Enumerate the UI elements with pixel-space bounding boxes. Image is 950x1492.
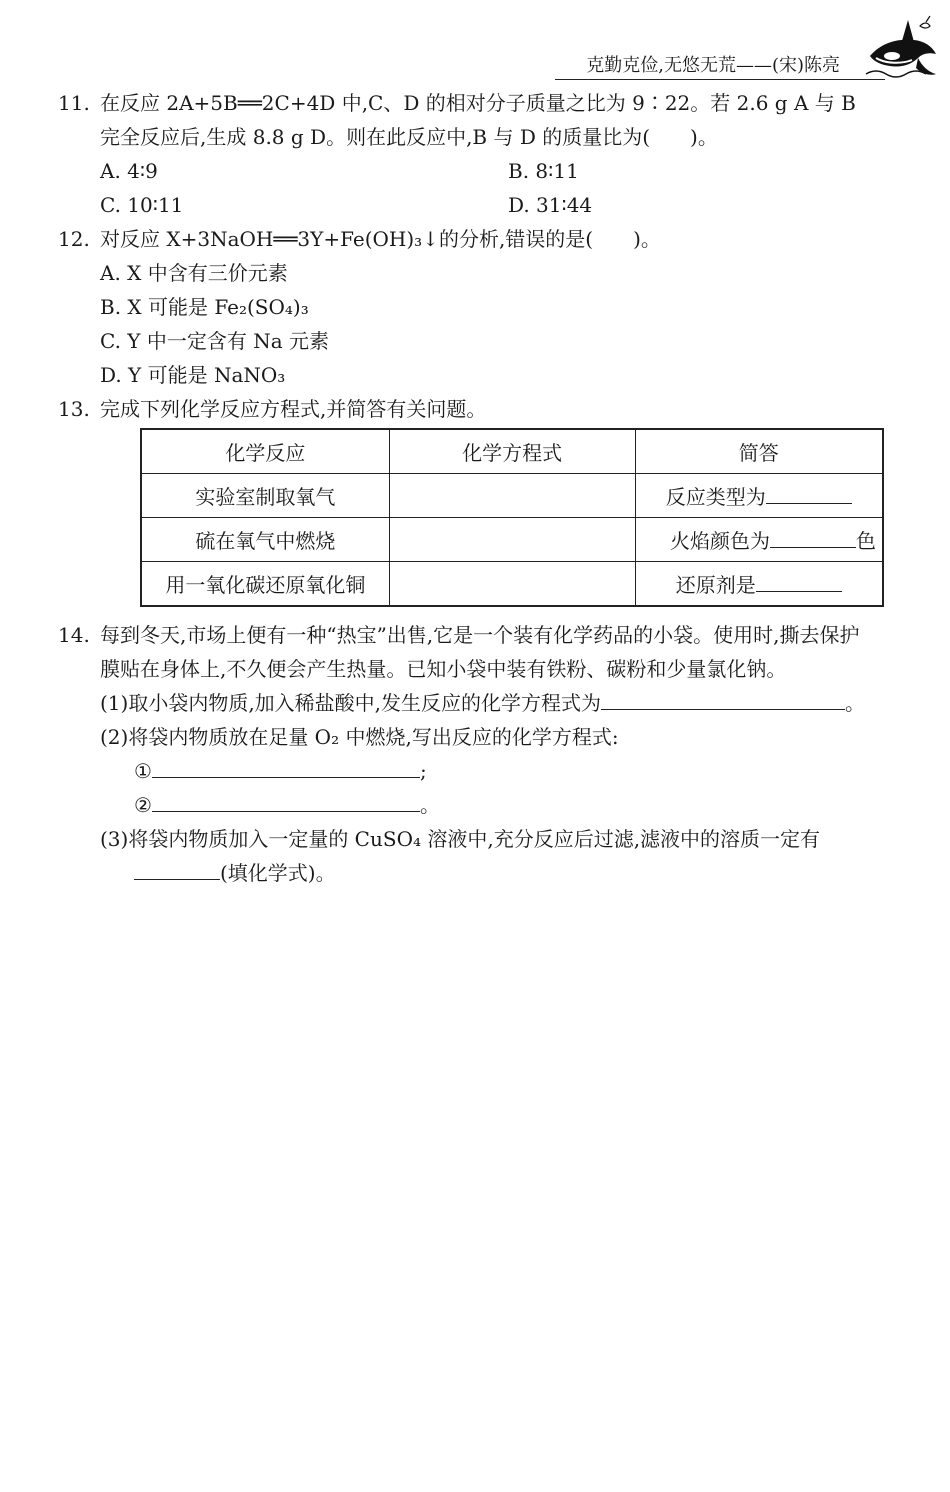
reaction-table <box>140 428 884 607</box>
question-stem-line2: 完全反应后,生成 8.8 g D。则在此反应中,B 与 D 的质量比为( )。 <box>100 125 718 149</box>
options-row-1 <box>58 154 928 188</box>
answer-blank[interactable] <box>152 755 420 778</box>
short-answer-cell[interactable] <box>635 562 883 607</box>
question-13 <box>58 392 928 426</box>
motto-text: 克勤克俭,无悠无荒——(宋)陈亮 <box>586 55 840 76</box>
table-header-cell: 化学方程式 <box>389 429 635 474</box>
table-header-cell: 化学反应 <box>141 429 389 474</box>
answer-blank[interactable] <box>152 789 420 812</box>
answer-prefix: 还原剂是 <box>675 573 756 597</box>
circled-number: ① <box>134 759 152 783</box>
question-stem-line1: 每到冬天,市场上便有一种“热宝”出售,它是一个装有化学药品的小袋。使用时,撕去保护 <box>100 623 860 647</box>
equation-answer-cell[interactable] <box>389 518 635 562</box>
table-row <box>141 562 883 607</box>
option-b[interactable]: B. 8∶11 <box>508 159 579 183</box>
sub-question-3-line2 <box>58 856 928 890</box>
table-row <box>141 518 883 562</box>
question-12 <box>58 222 928 392</box>
short-answer-cell[interactable] <box>635 474 883 518</box>
question-number: 11. <box>58 91 90 115</box>
punctuation: 。 <box>845 691 866 715</box>
answer-blank[interactable] <box>756 569 842 592</box>
question-14 <box>58 618 928 890</box>
question-stem-line1: 在反应 2A+5B══2C+4D 中,C、D 的相对分子质量之比为 9∶22。若 2.6 g A 与 B <box>100 91 856 115</box>
circled-number: ② <box>134 793 152 817</box>
sub-question-3-text: (填化学式)。 <box>220 861 336 885</box>
reaction-cell: 实验室制取氧气 <box>141 474 389 518</box>
sub-question-2-b <box>58 788 928 822</box>
answer-blank[interactable] <box>770 525 856 548</box>
sub-question-2: (2)将袋内物质放在足量 O₂ 中燃烧,写出反应的化学方程式: <box>100 725 619 749</box>
equation-answer-cell[interactable] <box>389 562 635 607</box>
option-d[interactable]: D. Y 可能是 NaNO₃ <box>100 363 286 387</box>
option-c[interactable]: C. Y 中一定含有 Na 元素 <box>100 329 330 353</box>
table-header-row <box>141 429 883 474</box>
question-stem: 对反应 X+3NaOH══3Y+Fe(OH)₃↓的分析,错误的是( )。 <box>100 227 661 251</box>
sub-question-2-a <box>58 754 928 788</box>
sub-question-1 <box>58 686 928 720</box>
answer-suffix: 色 <box>856 529 876 553</box>
sub-question-1-text: (1)取小袋内物质,加入稀盐酸中,发生反应的化学方程式为 <box>100 691 602 715</box>
option-a[interactable]: A. 4∶9 <box>100 159 158 183</box>
punctuation: ; <box>419 759 427 783</box>
question-number: 14. <box>58 623 90 647</box>
reaction-cell: 用一氧化碳还原氧化铜 <box>141 562 389 607</box>
option-c[interactable]: C. 10∶11 <box>100 193 184 217</box>
punctuation: 。 <box>419 793 440 817</box>
page-header-motto <box>555 52 885 80</box>
reaction-cell: 硫在氧气中燃烧 <box>141 518 389 562</box>
question-number: 13. <box>58 397 90 421</box>
question-stem: 完成下列化学反应方程式,并简答有关问题。 <box>100 397 487 421</box>
question-number: 12. <box>58 227 90 251</box>
answer-blank[interactable] <box>601 687 845 710</box>
answer-blank[interactable] <box>134 857 220 880</box>
options-row-2 <box>58 188 928 222</box>
table-row <box>141 474 883 518</box>
option-b[interactable]: B. X 可能是 Fe₂(SO₄)₃ <box>100 295 309 319</box>
option-a[interactable]: A. X 中含有三价元素 <box>100 261 288 285</box>
question-stem-line2: 膜贴在身体上,不久便会产生热量。已知小袋中装有铁粉、碳粉和少量氯化钠。 <box>100 657 787 681</box>
table-header-cell: 简答 <box>635 429 883 474</box>
equation-answer-cell[interactable] <box>389 474 635 518</box>
orca-logo-icon <box>862 14 942 84</box>
answer-prefix: 反应类型为 <box>665 485 766 509</box>
answer-blank[interactable] <box>766 481 852 504</box>
option-d[interactable]: D. 31∶44 <box>508 193 593 217</box>
question-11 <box>58 86 928 222</box>
sub-question-3-line1: (3)将袋内物质加入一定量的 CuSO₄ 溶液中,充分反应后过滤,滤液中的溶质一定有 <box>100 827 821 851</box>
answer-prefix: 火焰颜色为 <box>670 529 770 553</box>
short-answer-cell[interactable] <box>635 518 883 562</box>
